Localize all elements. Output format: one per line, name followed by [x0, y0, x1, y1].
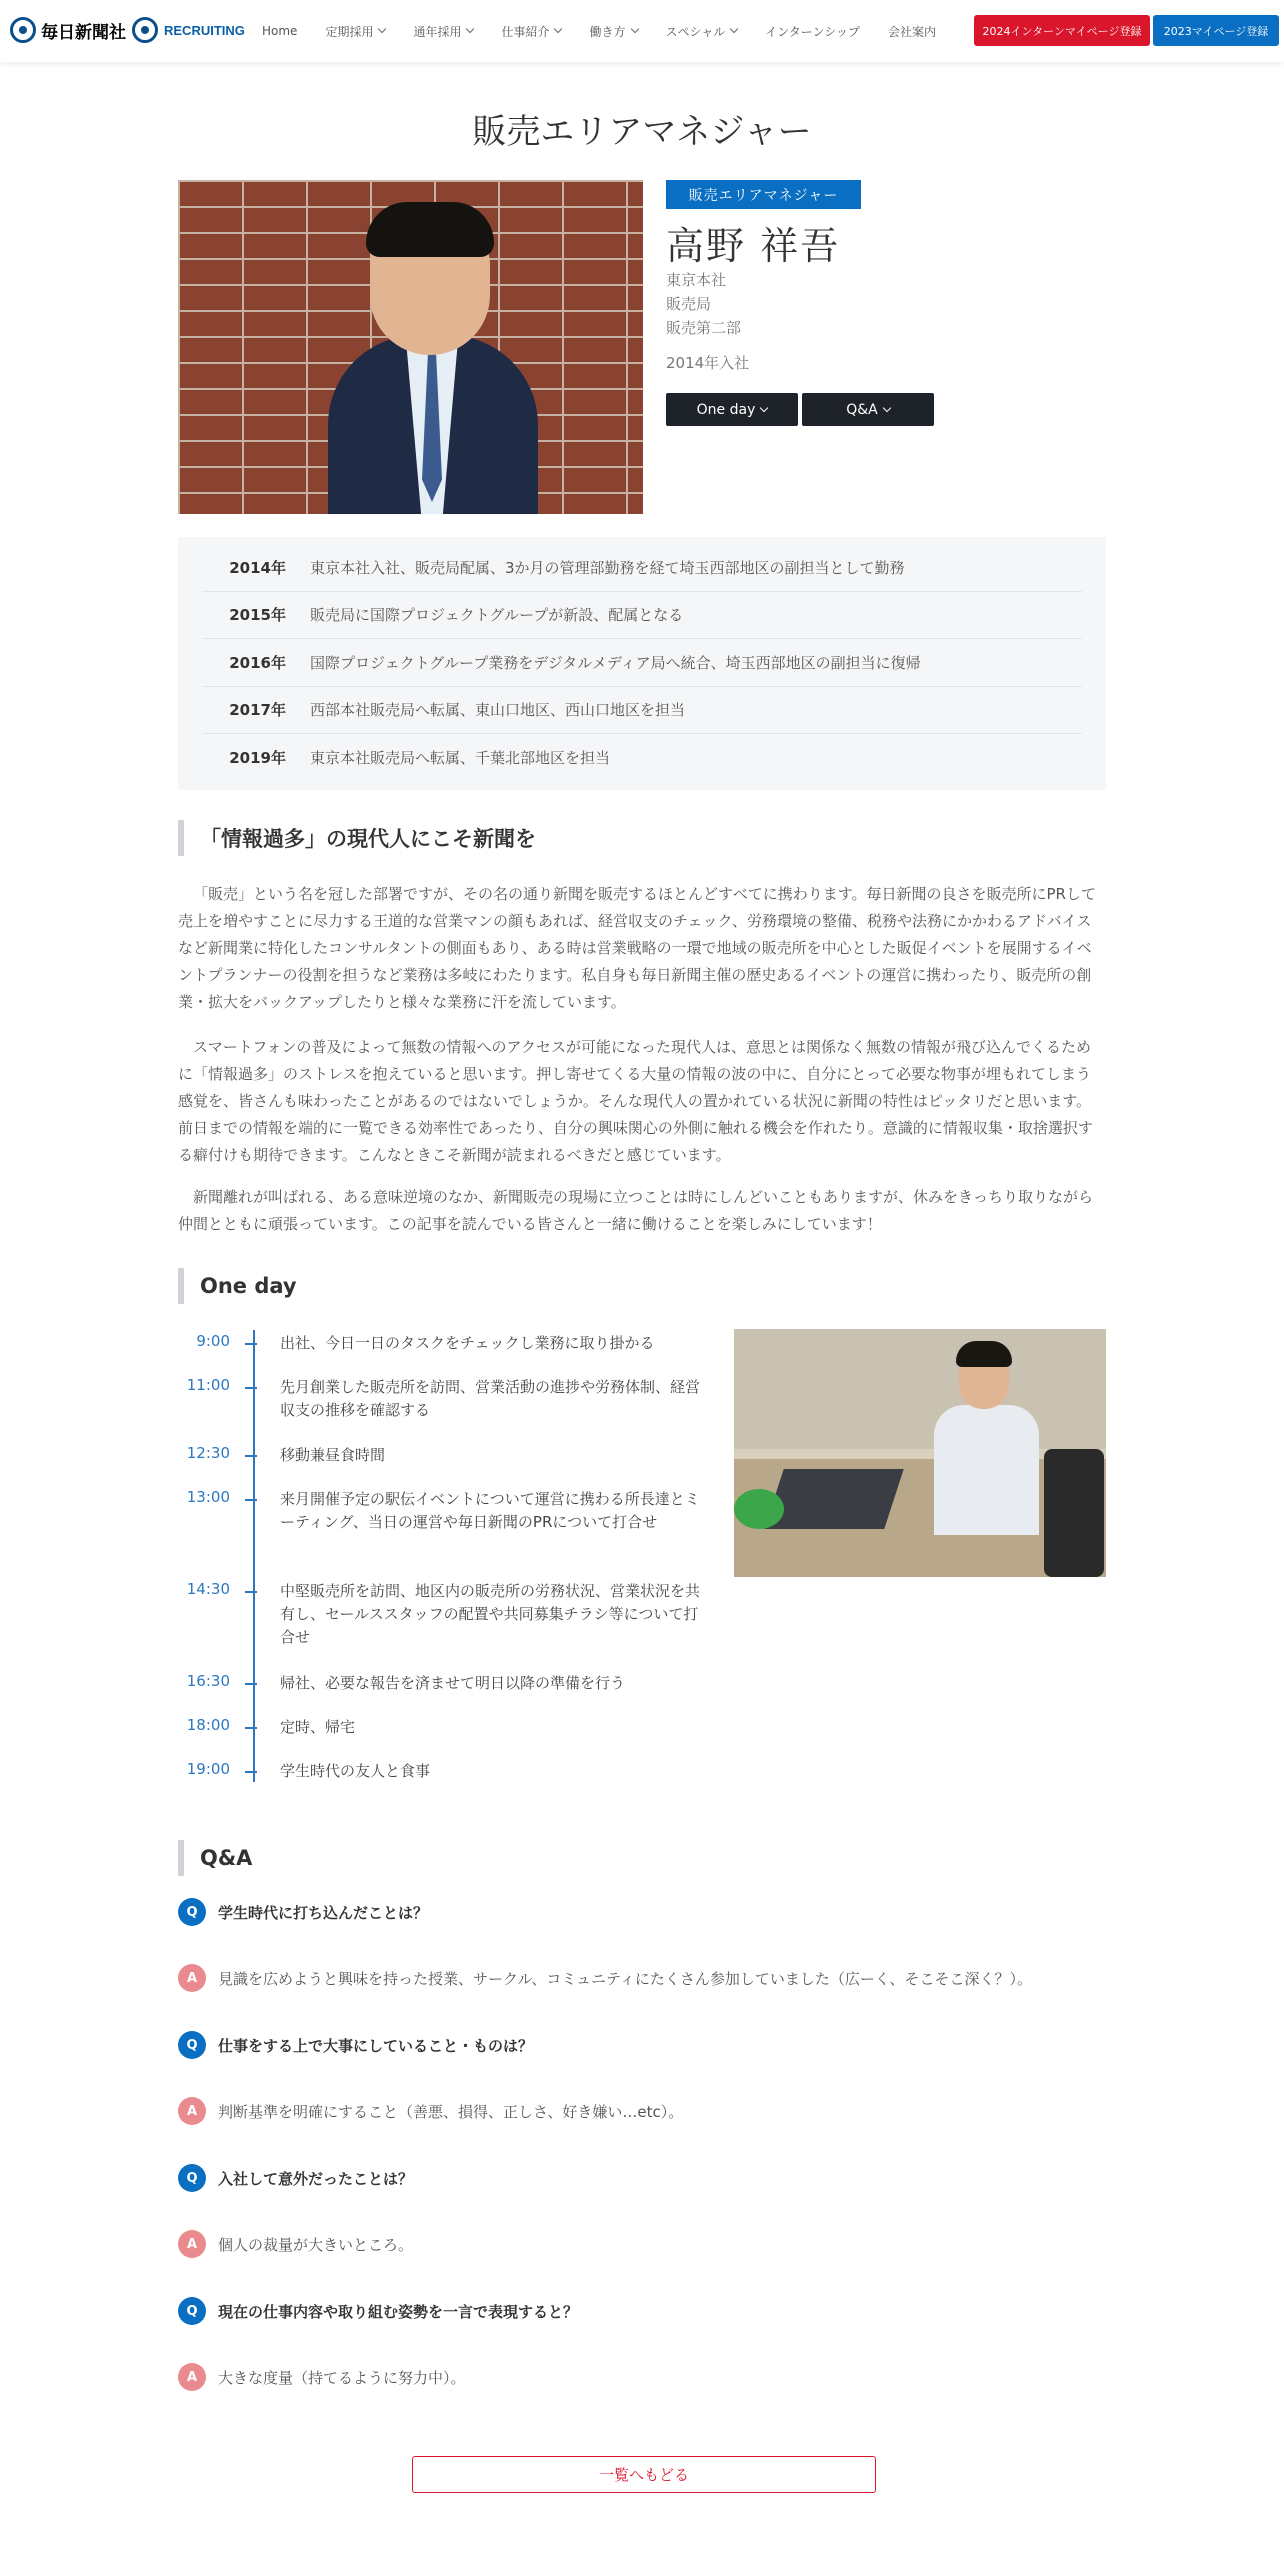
qa-item	[178, 2297, 1106, 2391]
nav-jobs[interactable]: 仕事紹介	[501, 23, 561, 40]
qa-item	[178, 1898, 1106, 1992]
chevron-down-icon	[378, 25, 386, 33]
article-heading: 「情報過多」の現代人にこそ新聞を	[178, 820, 536, 856]
person-name: 高野 祥吾	[666, 224, 841, 268]
timeline-text: 出社、今日一日のタスクをチェックし業務に取り掛かる	[280, 1334, 655, 1352]
office: 東京本社	[666, 271, 727, 289]
timeline-text: 帰社、必要な報告を済ませて明日以降の準備を行う	[280, 1674, 626, 1692]
chevron-down-icon	[554, 25, 562, 33]
office-photo	[734, 1329, 1106, 1577]
chevron-down-icon	[466, 25, 474, 33]
answer-icon: A	[178, 2363, 206, 2391]
timeline-time: 13:00	[186, 1488, 230, 1506]
answer-text: 見識を広めようと興味を持った授業、サークル、コミュニティにたくさん参加していました（広ーく、そこそこ深く？）。	[218, 1969, 1033, 1988]
department-info	[666, 268, 741, 340]
question-text: 現在の仕事内容や取り組む姿勢を一言で表現すると？	[218, 2302, 579, 2321]
article-paragraph: 「販売」という名を冠した部署ですが、その名の通り新聞を販売するほとんどすべてに携わります。毎日新聞の良さを販売所にPRして売上を増やすことに尽力する王道的な営業マンの顔もあれば、経営収支のチェック、労務環境の整備、税務や法務にかかわるアドバイスなど新聞業に特化したコンサルタントの側面もあり、ある時は営業戦略の一環で地域の販売所を中心とした販促イベントを展開するイベントプランナーの役割を担うなど業務は多岐にわたります。私自身も毎日新聞主催の歴史あるイベントの運営に携わったり、販売所の創業・拡大をバックアップしたりと様々な業務に汗を流しています。	[178, 885, 1096, 1011]
question-icon: Q	[178, 2297, 206, 2325]
qa-item	[178, 2164, 1106, 2258]
site-header	[0, 0, 1284, 62]
question-text: 仕事をする上で大事にしていること・ものは？	[218, 2036, 534, 2055]
timeline-text: 定時、帰宅	[280, 1718, 356, 1736]
intern-mypage-button[interactable]: 2024インターンマイページ登録	[974, 15, 1150, 46]
back-to-list-button[interactable]: 一覧へもどる	[412, 2456, 876, 2493]
recruiting-eye-icon	[132, 17, 158, 43]
answer-icon: A	[178, 2230, 206, 2258]
timeline-line	[253, 1330, 255, 1782]
timeline-time: 14:30	[186, 1580, 230, 1598]
answer-text: 判断基準を明確にすること（善悪、損得、正しさ、好き嫌い…etc）。	[218, 2102, 684, 2121]
timeline-text: 来月開催予定の駅伝イベントについて運営に携わる所長達とミーティング、当日の運営や毎日新聞のPRについて打合せ	[280, 1490, 700, 1531]
logo-text: 毎日新聞社	[41, 22, 126, 43]
main-nav	[262, 0, 964, 62]
chevron-down-icon	[760, 403, 768, 411]
timeline-time: 11:00	[186, 1376, 230, 1394]
position-badge: 販売エリアマネジャー	[666, 180, 861, 209]
question-icon: Q	[178, 2164, 206, 2192]
timeline-text: 移動兼昼食時間	[280, 1446, 386, 1464]
answer-text: 大きな度量（持てるように努力中）。	[218, 2368, 466, 2387]
article-paragraph: スマートフォンの普及によって無数の情報へのアクセスが可能になった現代人は、意思とは関係なく無数の情報が飛び込んでくるために「情報過多」のストレスを抱えていると思います。押し寄せてくる大量の情報の波の中に、自分にとって必要な物事が埋もれてしまう感覚を、皆さんも味わったことがあるのではないでしょうか。そんな現代人の置かれている状況に新聞の特性はピッタリだと思います。前日までの情報を端的に一覧できる効率性であったり、自分の興味関心の外側に触れる機会を作れたり。意識的に情報収集・取捨選択する癖付けも期待できます。こんなときこそ新聞が読まれるべきだと感じています。	[178, 1038, 1093, 1164]
question-icon: Q	[178, 1898, 206, 1926]
question-text: 学生時代に打ち込んだことは？	[218, 1903, 429, 1922]
nav-home[interactable]: Home	[262, 24, 298, 38]
answer-icon: A	[178, 2097, 206, 2125]
question-icon: Q	[178, 2031, 206, 2059]
chevron-down-icon	[630, 25, 638, 33]
oneday-jump-button[interactable]: One day	[666, 393, 798, 426]
timeline-time: 16:30	[186, 1672, 230, 1690]
answer-text: 個人の裁量が大きいところ。	[218, 2235, 414, 2254]
history-row: 2016年 国際プロジェクトグループ業務をデジタルメディア局へ統合、埼玉西部地区の副担当に復帰	[202, 639, 1082, 687]
qa-item	[178, 2031, 1106, 2125]
department: 販売第二部	[666, 319, 742, 337]
logo-recruiting: RECRUITING	[164, 22, 245, 38]
history-row: 2017年 西部本社販売局へ転属、東山口地区、西山口地区を担当	[202, 687, 1082, 735]
chevron-down-icon	[730, 25, 738, 33]
nav-company[interactable]: 会社案内	[888, 24, 937, 39]
timeline-time: 19:00	[186, 1760, 230, 1778]
bureau: 販売局	[666, 295, 712, 313]
qa-jump-button[interactable]: Q&A	[802, 393, 934, 426]
history-row: 2015年 販売局に国際プロジェクトグループが新設、配属となる	[202, 592, 1082, 640]
chevron-down-icon	[883, 403, 891, 411]
profile-photo	[178, 180, 643, 514]
timeline-text: 学生時代の友人と食事	[280, 1762, 431, 1780]
history-row: 2019年 東京本社販売局へ転属、千葉北部地区を担当	[229, 749, 611, 768]
nav-special[interactable]: スペシャル	[666, 23, 738, 40]
nav-internship[interactable]: インターンシップ	[765, 24, 861, 39]
nav-workstyle[interactable]: 働き方	[589, 23, 637, 40]
question-text: 入社して意外だったことは？	[218, 2169, 414, 2188]
mypage-button[interactable]: 2023マイページ登録	[1153, 15, 1279, 46]
article-paragraph: 新聞離れが叫ばれる、ある意味逆境のなか、新聞販売の現場に立つことは時にしんどいこともありますが、休みをきっちり取りながら仲間とともに頑張っています。この記事を読んでいる皆さんと一緒に働けることを楽しみにしています！	[178, 1188, 1094, 1233]
timeline-text: 中堅販売所を訪問、地区内の販売所の労務状況、営業状況を共有し、セールススタッフの配置や共同募集チラシ等について打合せ	[280, 1582, 701, 1646]
timeline-time: 9:00	[196, 1332, 230, 1350]
nav-regular-recruit[interactable]: 定期採用	[325, 23, 385, 40]
history-row: 2014年 東京本社入社、販売局配属、3か月の管理部勤務を経て埼玉西部地区の副担当として勤務	[202, 544, 1082, 592]
career-history	[178, 537, 1106, 790]
site-logo[interactable]	[10, 17, 245, 43]
timeline-text: 先月創業した販売所を訪問、営業活動の進捗や労務体制、経営収支の推移を確認する	[280, 1378, 701, 1419]
timeline-time: 18:00	[186, 1716, 230, 1734]
timeline-time: 12:30	[186, 1444, 230, 1462]
mainichi-eye-icon	[10, 17, 36, 43]
answer-icon: A	[178, 1964, 206, 1992]
nav-yearround-recruit[interactable]: 通年採用	[413, 23, 473, 40]
joined-year: 2014年入社	[666, 354, 750, 372]
oneday-heading: One day	[178, 1268, 297, 1304]
qa-heading: Q&A	[178, 1840, 252, 1876]
page-title: 販売エリアマネジャー	[472, 112, 812, 152]
